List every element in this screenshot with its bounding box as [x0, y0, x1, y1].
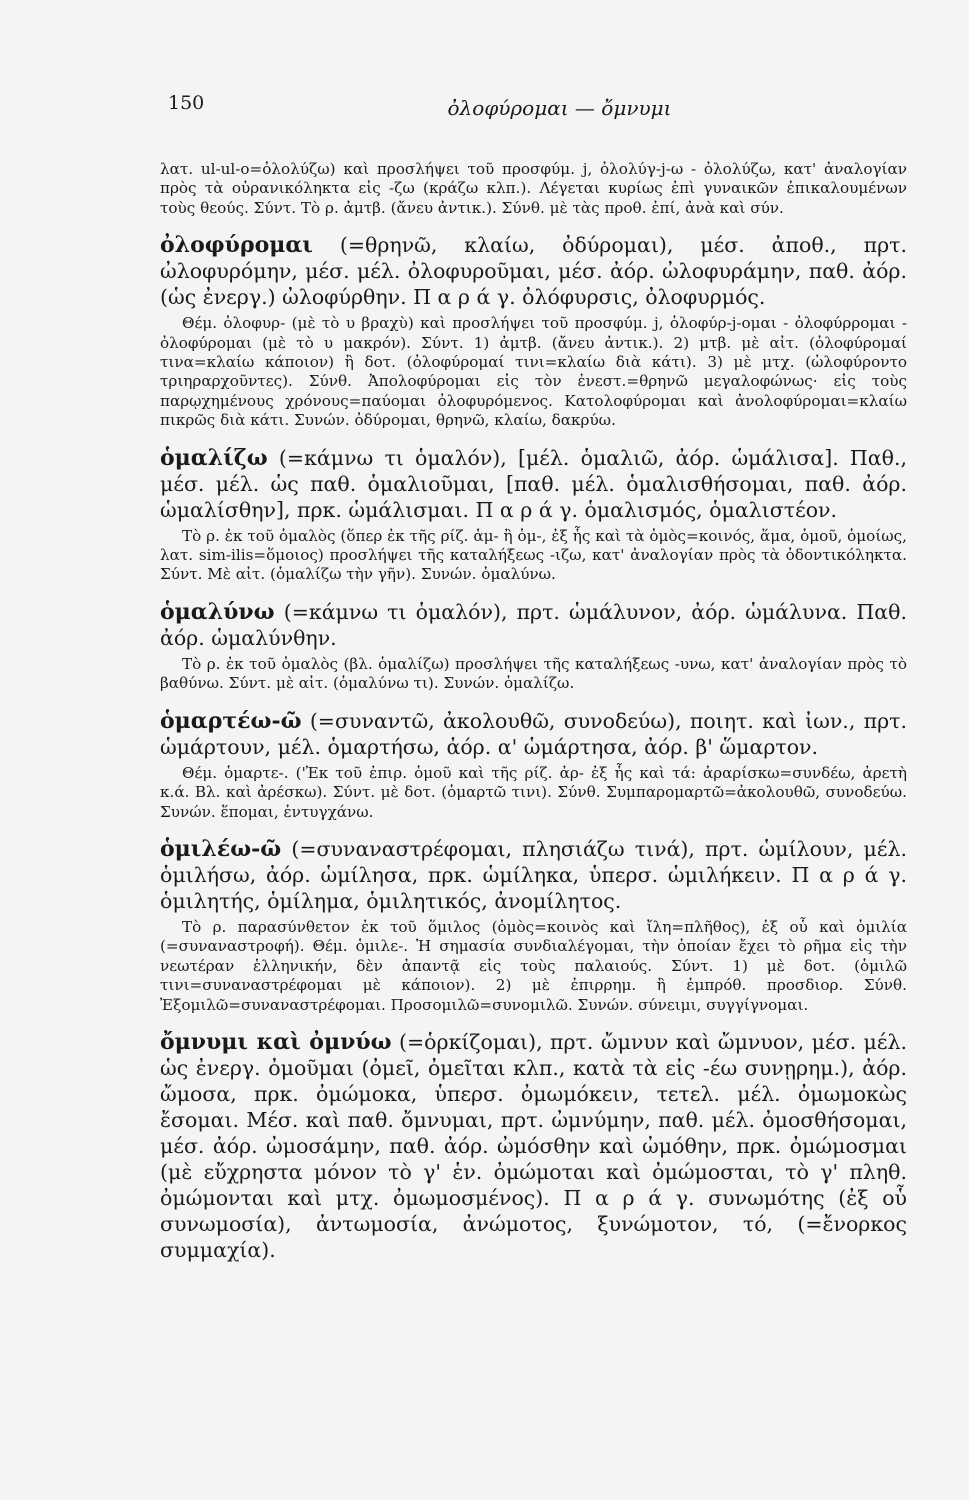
- entry-headword: ὁμαλύνω: [160, 598, 275, 625]
- entry-note: Θέμ. ὁμαρτε-. ('Ἐκ τοῦ ἐπιρ. ὁμοῦ καὶ τῆς ρίζ. ἀρ- ἐξ ἧς καὶ τά: ἀραρίσκω=συνδέω, ἀρετὴ κ.ά. Βλ. καὶ ἀρέσκω). Σύντ. μὲ δοτ. (ὁμαρτῶ τινι). Σύνθ. Συμπαρομαρτῶ=ἀκολουθῶ, συνοδεύω. Συνών. ἕπομαι, ἐντυγχάνω.: [160, 763, 907, 821]
- entry-note: Τὸ ρ. ἐκ τοῦ ὁμαλὸς (ὅπερ ἐκ τῆς ρίζ. ἁμ- ἢ ὁμ-, ἐξ ἧς καὶ τὰ ὁμὸς=κοινός, ἅμα, ὁμοῦ, ὁμοίως, λατ. sim-ilis=ὅμοιος) προσλήψει τῆς καταλήξεως -ιζω, κατ' ἀναλογίαν πρὸς τὰ ὀδοντικόληκτα. Σύντ. Μὲ αἰτ. (ὁμαλίζω τὴν γῆν). Συνών. ὁμαλύνω.: [160, 526, 907, 584]
- entry-definition: [160, 599, 907, 651]
- entry-headword: ὁμαρτέω-ῶ: [160, 707, 302, 734]
- entry-olophyromai: [160, 232, 907, 430]
- entry-headword: ὁμαλίζω: [160, 444, 268, 471]
- entry-homalizo: [160, 445, 907, 585]
- continuation-paragraph: [160, 160, 907, 218]
- entry-definition-text: (=κάμνω τι ὁμαλόν), πρτ. ὡμάλυνον, ἀόρ. ὡμάλυνα. Παθ. ἀόρ. ὡμαλύνθην.: [160, 599, 907, 650]
- entry-definition-text: (=ὁρκίζομαι), πρτ. ὤμνυν καὶ ὤμνυον, μέσ. μέλ. ὡς ἐνεργ. ὀμοῦμαι (ὀμεῖ, ὀμεῖται κλπ., κατὰ τὰ εἰς -έω συνῃρημ.), ἀόρ. ὤμοσα, πρκ. ὀμώμοκα, ὑπερσ. ὀμωμόκειν, τετελ. μέλ. ὀμωμοκὼς ἔσομαι. Μέσ. καὶ παθ. ὄμνυμαι, πρτ. ὠμνύμην, παθ. μέλ. ὀμοσθήσομαι, μέσ. ἀόρ. ὠμοσάμην, παθ. ἀόρ. ὠμόσθην καὶ ὠμόθην, πρκ. ὀμώμοσμαι (μὲ εὔχρηστα μόνον τὸ γ' ἑν. ὀμώμοται καὶ ὀμώμοσται, τὸ γ' πληθ. ὀμώμονται καὶ μτχ. ὀμωμοσμένος). Π α ρ ά γ. συνωμότης (ἐξ οὗ συνωμοσία), ἀντωμοσία, ἀνώμοτος, ξυνώμοτον, τό, (=ἔνορκος συμμαχία).: [160, 1029, 907, 1262]
- page-body: [160, 160, 907, 1263]
- entry-note: Θέμ. ὀλοφυρ- (μὲ τὸ υ βραχὺ) καὶ προσλήψει τοῦ προσφύμ. j, ὀλοφύρ-j-ομαι - ὀλοφύρρομαι - ὀλοφύρομαι (μὲ τὸ υ μακρόν). Σύντ. 1) ἀμτβ. (ἄνευ ἀντικ.). 2) μτβ. μὲ αἰτ. (ὀλοφύρομαί τινα=κλαίω κάποιον) ἢ δοτ. (ὀλοφύρομαί τινι=κλαίω διὰ κάτι). 3) μὲ μτχ. (ὠλοφύροντο τριηραρχοῦντες). Σύνθ. Ἀπολοφύρομαι εἰς τὸν ἐνεστ.=θρηνῶ μεγαλοφώνως· εἰς τοὺς παρῳχημένους χρόνους=παύομαι ὀλοφυρόμενος. Κατολοφύρομαι καὶ ἀνολοφύρομαι=κλαίω πικρῶς διὰ κάτι. Συνών. ὀδύρομαι, θρηνῶ, κλαίω, δακρύω.: [160, 314, 907, 430]
- entry-headword: ὄμνυμι καὶ ὀμνύω: [160, 1028, 392, 1055]
- entry-headword: ὁμιλέω-ῶ: [160, 835, 282, 862]
- entry-homileo: [160, 836, 907, 1015]
- entry-definition-text: (=κάμνω τι ὁμαλόν), [μέλ. ὁμαλιῶ, ἀόρ. ὡμάλισα]. Παθ., μέσ. μέλ. ὡς παθ. ὁμαλιοῦμαι, [παθ. μέλ. ὁμαλισθήσομαι, παθ. ἀόρ. ὡμαλίσθην], πρκ. ὡμάλισμαι. Π α ρ ά γ. ὁμαλισμός, ὁμαλιστέον.: [160, 445, 907, 522]
- entry-definition: [160, 1029, 907, 1263]
- entry-note: Τὸ ρ. ἐκ τοῦ ὁμαλὸς (βλ. ὁμαλίζω) προσλήψει τῆς καταλήξεως -υνω, κατ' ἀναλογίαν πρὸς τὸ βαθύνω. Σύντ. μὲ αἰτ. (ὁμαλύνω τι). Συνών. ὁμαλίζω.: [160, 654, 907, 693]
- entry-definition-text: (=συναντῶ, ἀκολουθῶ, συνοδεύω), ποιητ. καὶ ἰων., πρτ. ὡμάρτουν, μέλ. ὁμαρτήσω, ἀόρ. α' ὡμάρτησα, ἀόρ. β' ὥμαρτον.: [160, 708, 907, 759]
- entry-definition-text: (=θρηνῶ, κλαίω, ὀδύρομαι), μέσ. ἀποθ., πρτ. ὠλοφυρόμην, μέσ. μέλ. ὀλοφυροῦμαι, μέσ. ἀόρ. ὠλοφυράμην, παθ. ἀόρ. (ὡς ἐνεργ.) ὠλοφύρθην. Π α ρ ά γ. ὀλόφυρσις, ὀλοφυρμός.: [160, 233, 907, 310]
- entry-definition-text: (=συναναστρέφομαι, πλησιάζω τινά), πρτ. ὡμίλουν, μέλ. ὁμιλήσω, ἀόρ. ὡμίλησα, πρκ. ὡμίληκα, ὑπερσ. ὡμιλήκειν. Π α ρ ά γ. ὁμιλητής, ὁμίλημα, ὁμιλητικός, ἀνομίλητος.: [160, 836, 907, 913]
- running-head: ὀλοφύρομαι — ὄμνυμι: [447, 96, 672, 120]
- page-number: 150: [168, 92, 205, 114]
- entry-definition: [160, 232, 907, 310]
- entry-note: Τὸ ρ. παρασύνθετον ἐκ τοῦ ὅμιλος (ὁμὸς=κοινὸς καὶ ἴλη=πλῆθος), ἐξ οὗ καὶ ὁμιλία (=συναναστροφή). Θέμ. ὁμιλε-. Ἡ σημασία συνδιαλέγομαι, τὴν ὁποίαν ἔχει τὸ ρῆμα εἰς τὴν νεωτέραν ἑλληνικήν, δὲν ἀπαντᾷ εἰς τοὺς παλαιούς. Σύντ. 1) μὲ δοτ. (ὁμιλῶ τινι=συναναστρέφομαι μὲ κάποιον). 2) μὲ ἐπιρρημ. ἢ ἐμπρόθ. προσδιορ. Σύνθ. Ἐξομιλῶ=συναναστρέφομαι. Προσομιλῶ=συνομιλῶ. Συνών. σύνειμι, συγγίγνομαι.: [160, 917, 907, 1014]
- entry-homalyno: [160, 599, 907, 694]
- entry-definition: [160, 708, 907, 760]
- entry-definition: [160, 445, 907, 523]
- entry-definition: [160, 836, 907, 914]
- entry-homarteo: [160, 708, 907, 822]
- entry-omnymi: [160, 1029, 907, 1263]
- continuation-text: λατ. ul-ul-o=ὀλολύζω) καὶ προσλήψει τοῦ προσφύμ. j, ὀλολύγ-j-ω - ὀλολύζω, κατ' ἀναλογίαν πρὸς τὰ οὐρανικόληκτα εἰς -ζω (κράζω κλπ.). Λέγεται κυρίως ἐπὶ γυναικῶν ἐπικαλουμένων τοὺς θεούς. Σύντ. Τὸ ρ. ἀμτβ. (ἄνευ ἀντικ.). Σύνθ. μὲ τὰς προθ. ἐπί, ἀνὰ καὶ σύν.: [160, 160, 907, 217]
- entry-headword: ὀλοφύρομαι: [160, 232, 313, 259]
